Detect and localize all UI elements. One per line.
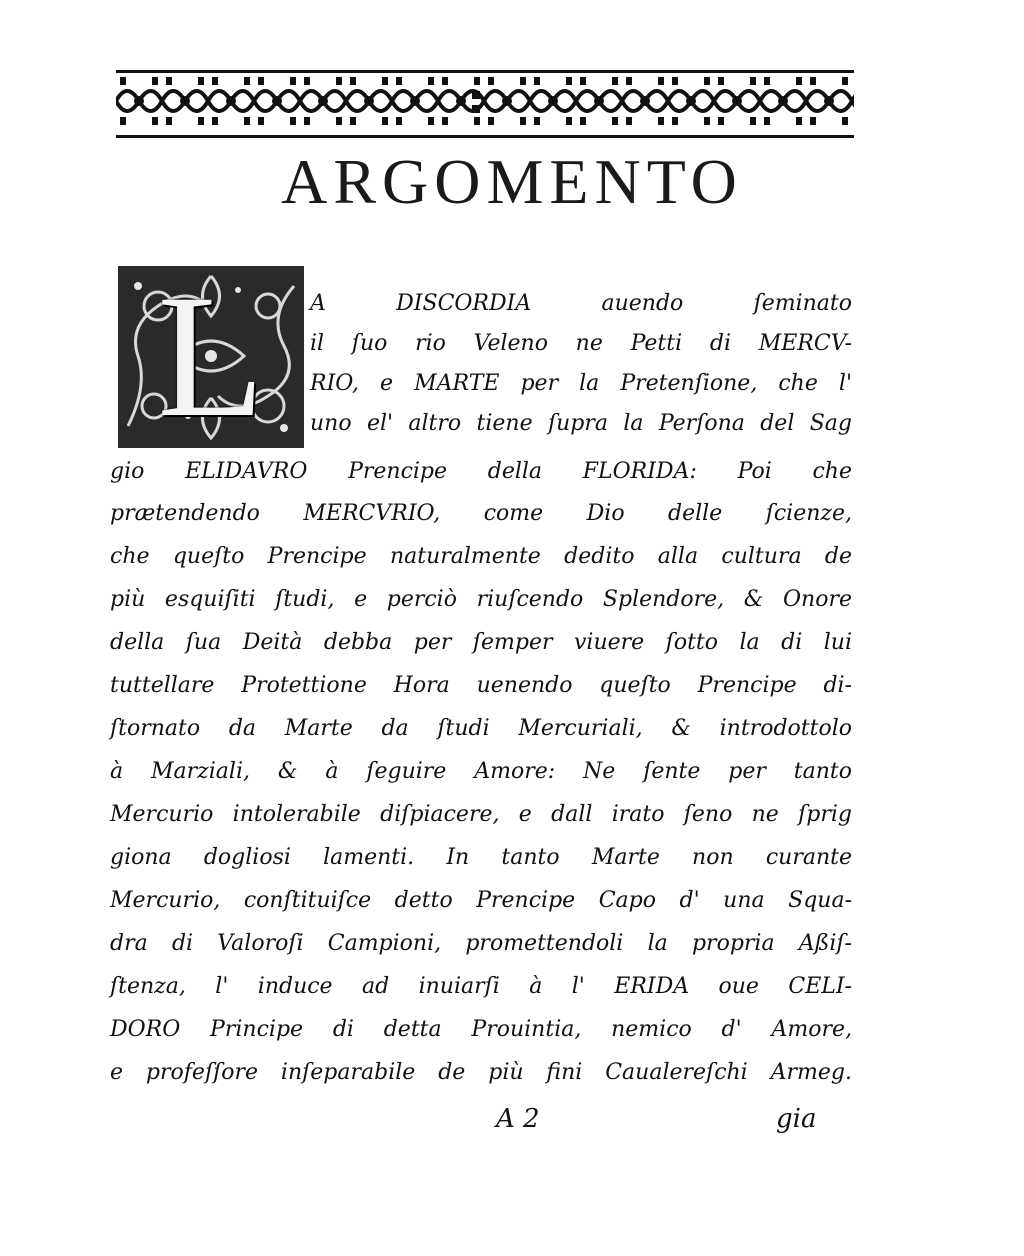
decorated-initial [118,266,304,448]
text-line: il ſuo rio Veleno ne Petti di MERCV- [310,331,852,356]
text-line: tuttellare Protettione Hora uenendo queſto Prencipe di- [110,673,852,698]
text-line: più esquiſiti ſtudi, e perciò riuſcendo Splendore, & Onore [110,587,852,612]
initial-letter: L [157,266,265,448]
text-line: DORO Principe di detta Prouintia, nemico d' Amore, [110,1017,852,1042]
ornament-pattern-icon [116,73,854,129]
text-line: giona dogliosi lamenti. In tanto Marte non curante [110,845,852,870]
text-line: gio ELIDAVRO Prencipe della FLORIDA: Poi che [110,459,852,484]
text-line: ſtornato da Marte da ſtudi Mercuriali, & introdottolo [110,716,852,741]
signature-mark: A 2 [496,1104,540,1134]
ornamental-headpiece [116,70,854,138]
text-line: dra di Valoroſi Campioni, promettendoli la propria Aßiſ- [110,931,852,956]
text-line: Mercurio, conſtituiſce detto Prencipe Capo d' una Squa- [110,888,852,913]
text-line: RIO, e MARTE per la Pretenſione, che l' [310,371,852,396]
text-line: che queſto Prencipe naturalmente dedito alla cultura de [110,544,852,569]
text-line: prætendendo MERCVRIO, come Dio delle ſcienze, [110,501,852,526]
text-line: Mercurio intolerabile diſpiacere, e dall irato ſeno ne ſprig [110,802,852,827]
text-line: à Marziali, & à ſeguire Amore: Ne ſente per tanto [110,759,852,784]
page-title: ARGOMENTO [281,146,743,217]
text-line: della ſua Deità debba per ſemper viuere ſotto la di lui [110,630,852,655]
text-line: ſtenza, l' induce ad inuiarſi à l' ERIDA oue CELI- [110,974,852,999]
text-line: A DISCORDIA auendo ſeminato [310,291,852,316]
text-line: e profeſſore inſeparabile de più fini Caualereſchi Armeg. [110,1060,852,1085]
catchword: gia [776,1104,817,1134]
text-line: uno el' altro tiene ſupra la Perſona del Sag [310,411,852,436]
